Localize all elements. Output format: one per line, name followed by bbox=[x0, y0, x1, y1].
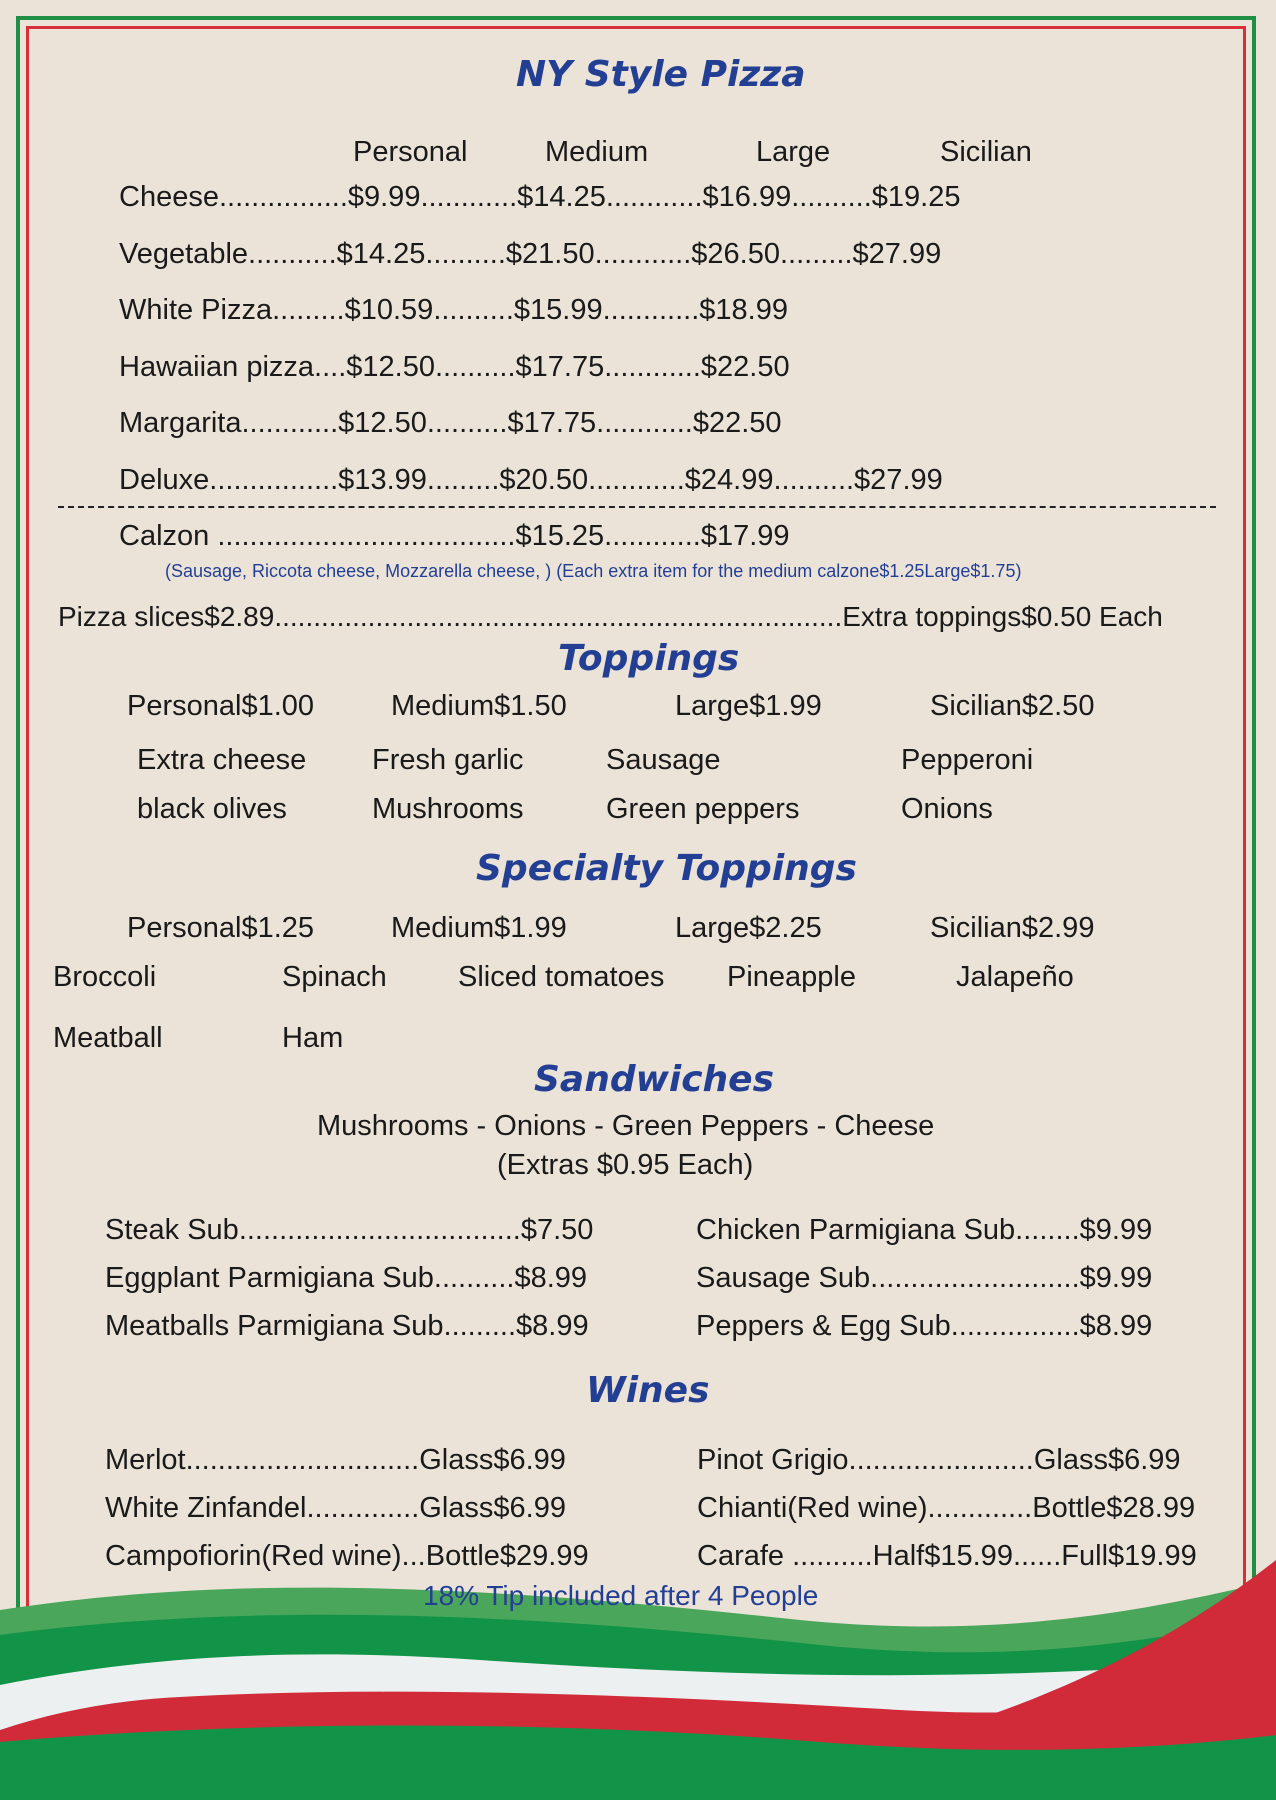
size-header-sicilian: Sicilian bbox=[940, 136, 1032, 168]
topping-item: Pepperoni bbox=[901, 744, 1034, 776]
wine-row: Carafe ..........Half$15.99......Full$19.99 bbox=[697, 1540, 1197, 1572]
toppings-price-medium: Medium$1.50 bbox=[391, 690, 567, 722]
sandwiches-section-title: Sandwiches bbox=[534, 1059, 775, 1100]
topping-item: Mushrooms bbox=[372, 793, 524, 825]
size-header-personal: Personal bbox=[353, 136, 468, 168]
size-header-large: Large bbox=[756, 136, 831, 168]
wines-section-title: Wines bbox=[586, 1370, 710, 1411]
pizza-row-hawaiian: Hawaiian pizza....$12.50..........$17.75............$22.50 bbox=[119, 351, 790, 383]
toppings-price-personal: Personal$1.00 bbox=[127, 690, 315, 722]
pizza-row-vegetable: Vegetable...........$14.25..........$21.50............$26.50.........$27.99 bbox=[119, 238, 942, 270]
slices-extra-toppings-line: Pizza slices$2.89.........................................................................Extra toppings$0.50 Each bbox=[58, 601, 1163, 632]
calzone-note: (Sausage, Riccota cheese, Mozzarella cheese, ) (Each extra item for the medium calzone$1.25Large$1.75) bbox=[165, 561, 1022, 581]
wine-row: Merlot.............................Glass$6.99 bbox=[105, 1444, 566, 1476]
pizza-section-title: NY Style Pizza bbox=[516, 54, 806, 95]
sandwich-extras-note: (Extras $0.95 Each) bbox=[497, 1149, 754, 1181]
sandwich-row: Peppers & Egg Sub................$8.99 bbox=[696, 1310, 1153, 1342]
topping-item: Sausage bbox=[606, 744, 721, 776]
pizza-row-deluxe: Deluxe................$13.99.........$20.50............$24.99..........$27.99 bbox=[119, 464, 943, 496]
topping-item: black olives bbox=[137, 793, 287, 825]
wine-row: Pinot Grigio.......................Glass$6.99 bbox=[697, 1444, 1181, 1476]
toppings-price-sicilian: Sicilian$2.50 bbox=[930, 690, 1095, 722]
specialty-item: Meatball bbox=[53, 1022, 163, 1054]
specialty-item: Pineapple bbox=[727, 961, 856, 993]
pizza-row-white: White Pizza.........$10.59..........$15.99............$18.99 bbox=[119, 294, 788, 326]
topping-item: Extra cheese bbox=[137, 744, 307, 776]
dashed-divider bbox=[58, 506, 1216, 508]
topping-item: Onions bbox=[901, 793, 993, 825]
calzone-row: Calzon .....................................$15.25............$17.99 bbox=[119, 520, 790, 552]
sandwich-row: Eggplant Parmigiana Sub..........$8.99 bbox=[105, 1262, 588, 1294]
sandwich-row: Steak Sub...................................$7.50 bbox=[105, 1214, 594, 1246]
sandwich-row: Sausage Sub..........................$9.99 bbox=[696, 1262, 1153, 1294]
topping-item: Fresh garlic bbox=[372, 744, 524, 776]
specialty-price-sicilian: Sicilian$2.99 bbox=[930, 912, 1095, 944]
toppings-section-title: Toppings bbox=[558, 638, 740, 679]
specialty-price-medium: Medium$1.99 bbox=[391, 912, 567, 944]
sandwich-included-toppings: Mushrooms - Onions - Green Peppers - Cheese bbox=[317, 1110, 935, 1142]
specialty-price-personal: Personal$1.25 bbox=[127, 912, 315, 944]
tip-note: 18% Tip included after 4 People bbox=[423, 1580, 819, 1611]
wine-row: Campofiorin(Red wine)...Bottle$29.99 bbox=[105, 1540, 589, 1572]
specialty-section-title: Specialty Toppings bbox=[476, 848, 857, 889]
specialty-item: Sliced tomatoes bbox=[458, 961, 665, 993]
specialty-item: Spinach bbox=[282, 961, 387, 993]
topping-item: Green peppers bbox=[606, 793, 800, 825]
wine-row: White Zinfandel..............Glass$6.99 bbox=[105, 1492, 566, 1524]
wine-row: Chianti(Red wine).............Bottle$28.99 bbox=[697, 1492, 1196, 1524]
specialty-price-large: Large$2.25 bbox=[675, 912, 822, 944]
pizza-row-cheese: Cheese................$9.99............$14.25............$16.99..........$19.25 bbox=[119, 181, 961, 213]
specialty-item: Broccoli bbox=[53, 961, 157, 993]
size-header-medium: Medium bbox=[545, 136, 649, 168]
toppings-price-large: Large$1.99 bbox=[675, 690, 822, 722]
specialty-item: Ham bbox=[282, 1022, 344, 1054]
sandwich-row: Meatballs Parmigiana Sub.........$8.99 bbox=[105, 1310, 589, 1342]
pizza-row-margarita: Margarita............$12.50..........$17.75............$22.50 bbox=[119, 407, 782, 439]
sandwich-row: Chicken Parmigiana Sub........$9.99 bbox=[696, 1214, 1153, 1246]
specialty-item: Jalapeño bbox=[956, 961, 1074, 993]
